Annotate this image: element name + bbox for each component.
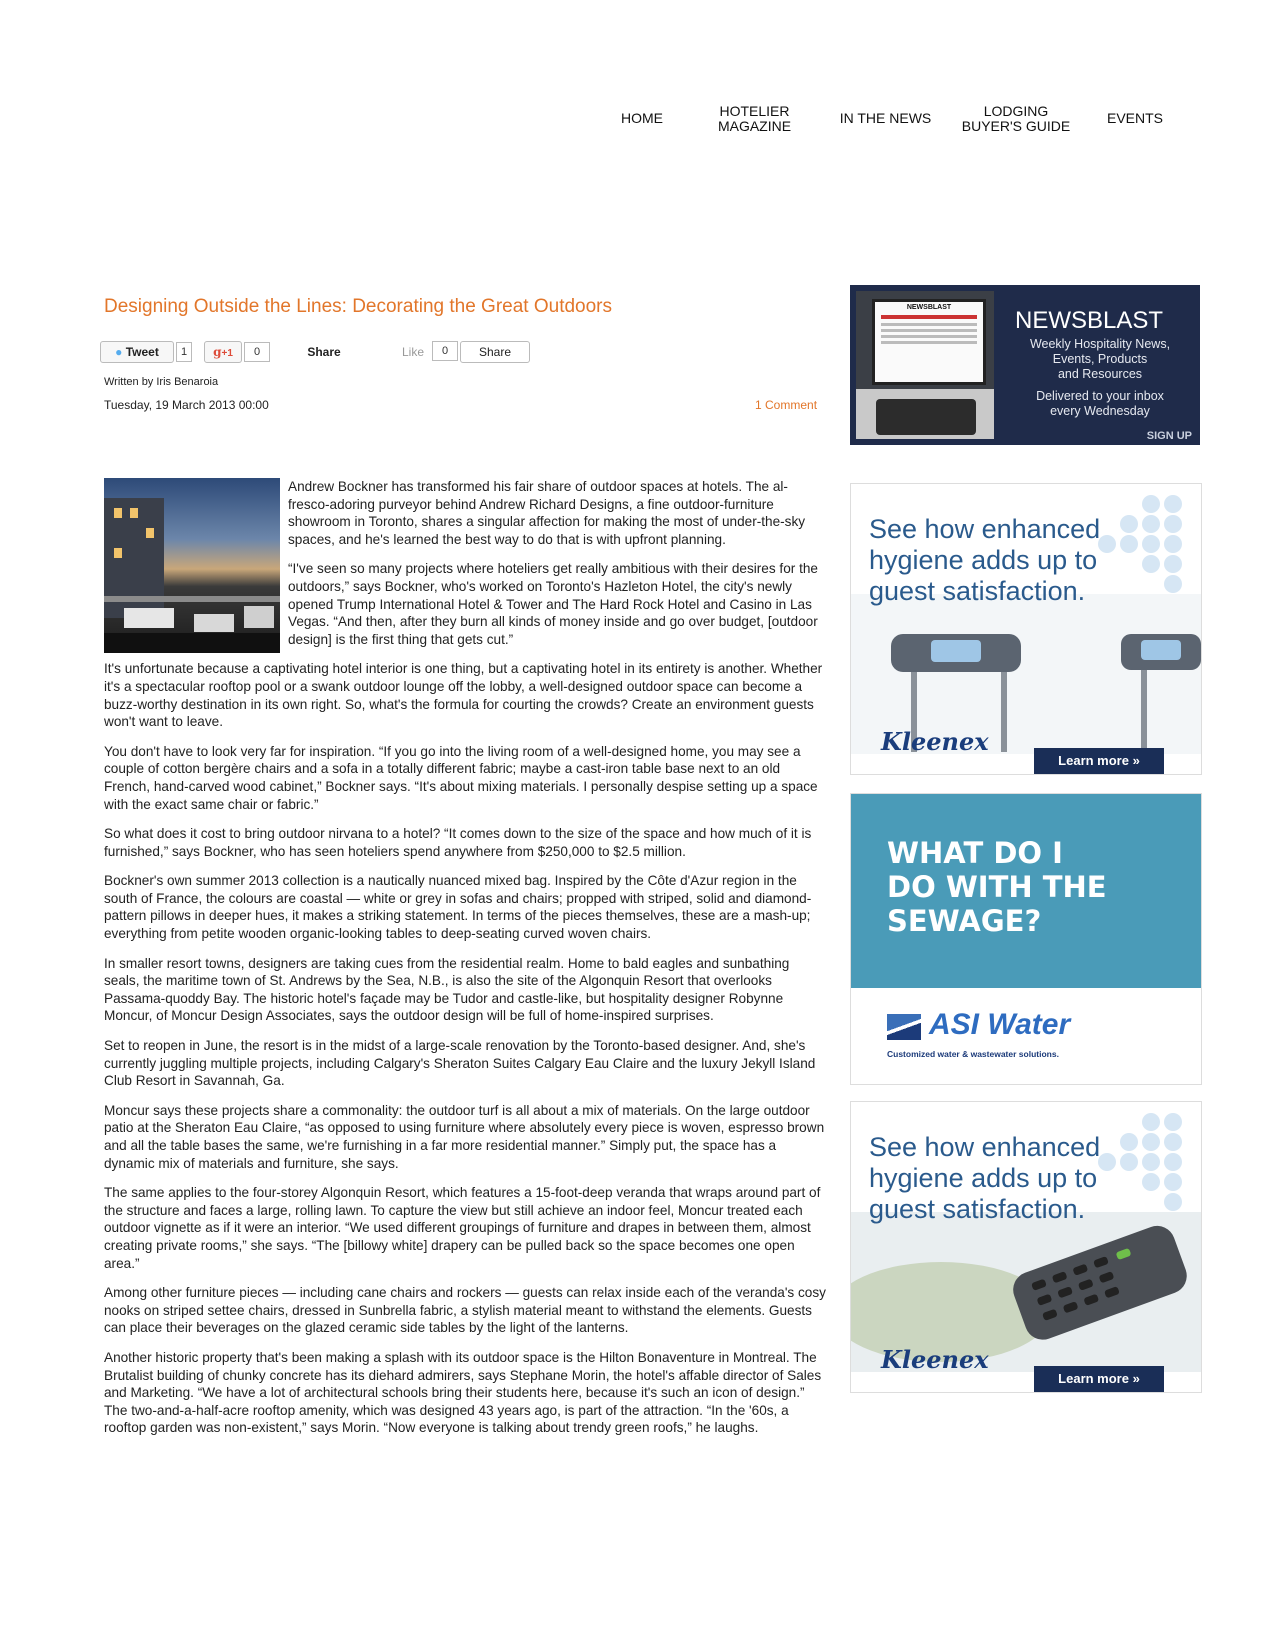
article-paragraph: “I've seen so many projects where hoteliers get really ambitious with their desires for the outdoors,” says Bockner, who's worked on Toronto's Hazleton Hotel, the city's newly opened Trump International Hotel & Tower and The Hard Rock Hotel and Casino in Las Vegas. “And then, after they burn all kinds of money inside and go over budget, [outdoor design] is the first thing that gets cut.” (288, 561, 818, 647)
article-paragraph: In smaller resort towns, designers are taking cues from the residential realm. Home to bald eagles and sunbathing seals, the maritime town of St. Andrews by the Sea, N.B., is also the site of the Algonquin Resort that overlooks Passama-quoddy Bay. The historic hotel's façade may be Tudor and castle-like, but hospitality designer Robynne Moncur, of Moncur Design Associates, says the outdoor design will be full of home-inspired surprises. (104, 955, 790, 1024)
article-title[interactable]: Designing Outside the Lines: Decorating the Great Outdoors (104, 296, 613, 317)
nav-in-the-news[interactable]: IN THE NEWS (839, 110, 932, 126)
share-button[interactable]: Share (290, 342, 358, 362)
asi-water-ad[interactable] (850, 793, 1202, 1085)
article-paragraph: Moncur says these projects share a commonality: the outdoor turf is all about a mix of materials. On the large outdoor patio at the Sheraton Eau Claire, “as opposed to using furniture where absolutely every piece is woven, espresso brown and all the table bases the same, we're furnishing in a far more residential manner.” Simply put, the space has a dynamic mix of materials and furniture, she says. (104, 1102, 825, 1171)
asi-tagline: Customized water & wastewater solutions. (887, 1049, 1059, 1059)
nav-lodging-buyers-guide[interactable]: LODGING BUYER'S GUIDE (961, 103, 1071, 134)
newsblast-title: NEWSBLAST (1015, 307, 1164, 334)
article-paragraph: The same applies to the four-storey Algonquin Resort, which features a 15-foot-deep veranda that wraps around part of the structure and faces a large, rolling lawn. To capture the view but still achieve an indoor feel, Moncur treated each outdoor vignette as if it were an interior. “We used different groupings of furniture and drapes in between them, almost creating private rooms,” she says. “The [billowy white] drapery can be pulled back so the space becomes one open area.” (104, 1185, 821, 1271)
asi-headline-line: SEWAGE? (887, 904, 1042, 938)
article-paragraph: It's unfortunate because a captivating hotel interior is one thing, but a captivating hotel in its entirety is another. Whether it's a spectacular rooftop pool or a swank outdoor lounge off the lobby, a well-designed outdoor space can become a buzz-worthy destination in its own right. So, what's the formula for courting the crowds? Create an environment guests won't want to leave. (104, 661, 823, 730)
rooftop-terrace-photo (104, 478, 280, 653)
article-paragraph: Bockner's own summer 2013 collection is a nautically nuanced mixed bag. Inspired by the Côte d'Azur region in the south of France, the colours are coastal — white or grey in sofas and chairs; propped with striped, solid and diamond-pattern pillows in deeper hues, it makes a striking statement. In terms of the pieces themselves, these are a mash-up; everything from petite wooden organic-looking tables to deep-seating curved woven chairs. (104, 873, 812, 942)
nav-events[interactable]: EVENTS (1106, 110, 1163, 126)
comments-link[interactable]: 1 Comment (755, 398, 818, 412)
kleenex-logo: Kleenex (881, 727, 989, 756)
like-count: 0 (432, 341, 458, 361)
social-share-bar (100, 341, 660, 365)
twitter-bird-icon: ● (115, 345, 123, 359)
article-paragraph: You don't have to look very far for inspiration. “If you go into the living room of a well-designed home, you may see a couple of cotton bergère chairs and a sofa in a totally different fabric; maybe a cast-iron table base next to an old French, hand-carved wood cabinet,” Bockner says. “It's about mixing materials. I personally despise setting up a space with the exact same chair or fabric.” (104, 743, 818, 812)
gplus-count: 0 (244, 342, 270, 362)
tweet-button[interactable]: ● Tweet (100, 341, 174, 363)
article-paragraph: Another historic property that's been making a splash with its outdoor space is the Hilton Bonaventure in Montreal. The Brutalist building of chunky concrete has its diehard admirers, says Stephane Morin, the hotel's affable director of Sales and Marketing. “We have a lot of architectural schools bring their students here, because it's such an icon of design.” The two-and-a-half-acre rooftop amenity, which was designed 43 years ago, is part of the attraction. “In the '60s, a rooftop garden was non-existent,” says Morin. “Now everyone is talking about trendy green roofs,” he laughs. (104, 1349, 822, 1436)
rooftop-terrace-illustration (104, 478, 280, 653)
like-label: Like (402, 345, 425, 359)
asi-brand: ASI Water (929, 1008, 1071, 1041)
article-paragraph: Andrew Bockner has transformed his fair share of outdoor spaces at hotels. The al-fresco-adoring purveyor behind Andrew Richard Designs, a fine outdoor-furniture showroom in Toronto, shares a singular affection for making the most of under-the-sky spaces, and he's learned the best way to do that is with upfront planning. (288, 479, 806, 547)
article-paragraph: Set to reopen in June, the resort is in the midst of a large-scale renovation by the Toronto-based designer. And, she's currently juggling multiple projects, including Calgary's Sheraton Suites Calgary Eau Claire and the luxury Jekyll Island Club Resort in Savannah, Ga. (104, 1038, 816, 1089)
author-line: Written by Iris Benaroia (104, 376, 219, 388)
newsblast-line: Delivered to your inbox (1036, 389, 1164, 403)
newsblast-ad[interactable] (850, 285, 1200, 445)
newsletter-screen-label: NEWSBLAST (906, 304, 952, 311)
newsblast-signup-button[interactable]: SIGN UP (1146, 430, 1192, 442)
laptop-image (856, 291, 994, 439)
kleenex-learn-more-button[interactable]: Learn more » (1034, 1366, 1164, 1392)
publish-date: Tuesday, 19 March 2013 00:00 (104, 398, 269, 412)
article-paragraph: Among other furniture pieces — including cane chairs and rockers — guests can relax inside each of the veranda's cosy nooks on striped settee chairs, dressed in Sunbrella fabric, a stylish material meant to withstand the elements. Guests can place their beverages on the glazed ceramic side tables by the light of the lanterns. (104, 1285, 826, 1336)
article-paragraph: So what does it cost to bring outdoor nirvana to a hotel? “It comes down to the size of the space and how much of it is furnished,” says Bockner, who has seen hoteliers spend anywhere from $250,000 to $2.5 million. (104, 826, 812, 859)
gplus-icon: g (213, 345, 222, 359)
facebook-share-button[interactable]: Share (460, 341, 530, 363)
kleenex-ad-remote[interactable] (850, 1101, 1202, 1393)
kleenex-ad-treadmill[interactable] (850, 483, 1202, 775)
tweet-count: 1 (176, 342, 192, 362)
newsblast-line: and Resources (1057, 367, 1143, 381)
asi-wave-icon (887, 1014, 921, 1040)
asi-headline-line: WHAT DO I (887, 836, 1063, 870)
newsblast-line: every Wednesday (1050, 404, 1150, 418)
kleenex-headline: See how enhanced hygiene adds up to guest satisfaction. (869, 1132, 1101, 1224)
asi-headline-line: DO WITH THE (887, 870, 1107, 904)
newsblast-line: Weekly Hospitality News, (1029, 337, 1171, 351)
nav-hotelier-magazine[interactable]: HOTELIER MAGAZINE (717, 103, 792, 134)
kleenex-logo: Kleenex (881, 1345, 989, 1374)
article-body (104, 478, 826, 1449)
gplus-button[interactable]: g+1 (204, 341, 242, 363)
kleenex-headline: See how enhanced hygiene adds up to guest satisfaction. (869, 514, 1101, 606)
main-nav (590, 104, 1190, 144)
newsblast-line: Events, Products (1052, 352, 1148, 366)
kleenex-learn-more-button[interactable]: Learn more » (1034, 748, 1164, 774)
nav-home[interactable]: HOME (621, 110, 663, 126)
